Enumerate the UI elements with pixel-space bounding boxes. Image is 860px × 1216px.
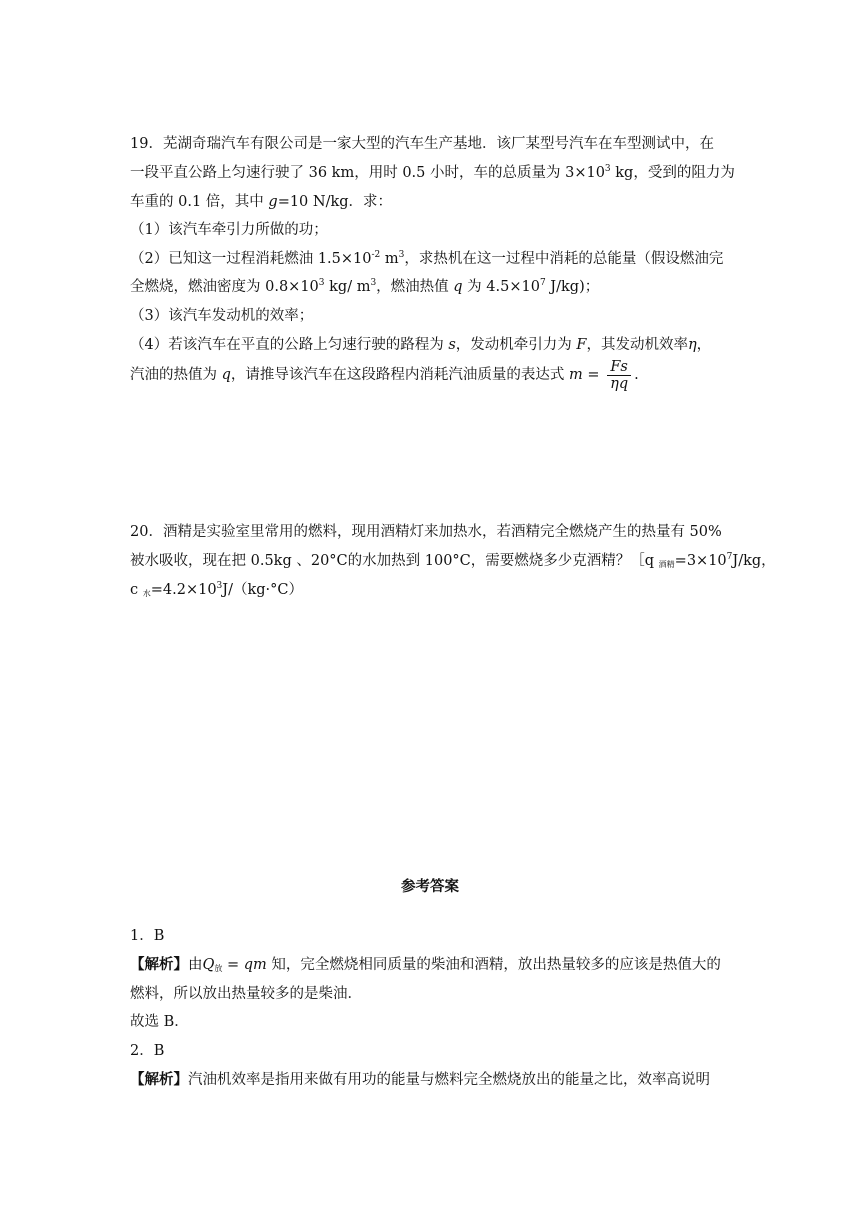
formula-fraction: $\frac{Fs}{\eta q}$ (607, 359, 631, 392)
answer-1: 1．B (130, 928, 165, 944)
answers-heading: 参考答案 (401, 878, 459, 895)
answer-1-analysis: 【解析】由$Q_放$ = qm 知，完全燃烧相同质量的柴油和酒精，放出热量较多的应该是热值大的 (130, 956, 721, 973)
q19-part-4-cont: 汽油的热值为 q，请推导该汽车在这段路程内消耗汽油质量的表达式 m = $\frac{Fs}{\eta q}$ . (130, 358, 639, 392)
q19-part-1: （1）该汽车牵引力所做的功； (130, 222, 328, 238)
q19-part-4: （4）若该汽车在平直的公路上匀速行驶的路程为 s，发动机牵引力为 F，其发动机效率η， (130, 337, 712, 353)
q19-part-3: （3）该汽车发动机的效率； (130, 308, 314, 324)
q19-line-3: 车重的 0.1 倍，其中 g=10 N/kg．求： (130, 194, 393, 210)
q20-line-3: c $_水=4.2\times 10^3J/(kg\cdot^\circ C)$ (130, 581, 304, 598)
q20-line-2: 被水吸收，现在把 0.5kg 、20°C的水加热到 100°C，需要燃烧多少克酒精？［q $_{酒精}=3\times 10^7J/kg$， (130, 552, 776, 569)
answer-1-conclusion: 故选 B． (130, 1014, 189, 1030)
q19-part-2: （2）已知这一过程消耗燃油 $1.5\times 10^{-2}$ $m^3$，求热机在这一过程中消耗的总能量（假设燃油完 (130, 250, 724, 267)
q19-line-1: 19．芜湖奇瑞汽车有限公司是一家大型的汽车生产基地．该厂某型号汽车在车型测试中，在 (130, 136, 714, 152)
q20-line-1: 20．酒精是实验室里常用的燃料，现用酒精灯来加热水，若酒精完全燃烧产生的热量有 50% (130, 524, 722, 540)
answer-2-analysis: 【解析】汽油机效率是指用来做有用功的能量与燃料完全燃烧放出的能量之比，效率高说明 (130, 1071, 710, 1088)
answer-2: 2．B (130, 1043, 165, 1059)
q19-part-2-cont: 全燃烧，燃油密度为 $0.8\times 10^3$ kg/ $m^3$，燃油热值 q 为 $4.5\times 10^7$ J/kg)； (130, 278, 600, 295)
answer-1-analysis-cont: 燃料，所以放出热量较多的是柴油． (130, 986, 362, 1002)
q19-line-2: 一段平直公路上匀速行驶了 36 km，用时 0.5 小时，车的总质量为 $3\times 10^3$ kg，受到的阻力为 (130, 164, 735, 181)
